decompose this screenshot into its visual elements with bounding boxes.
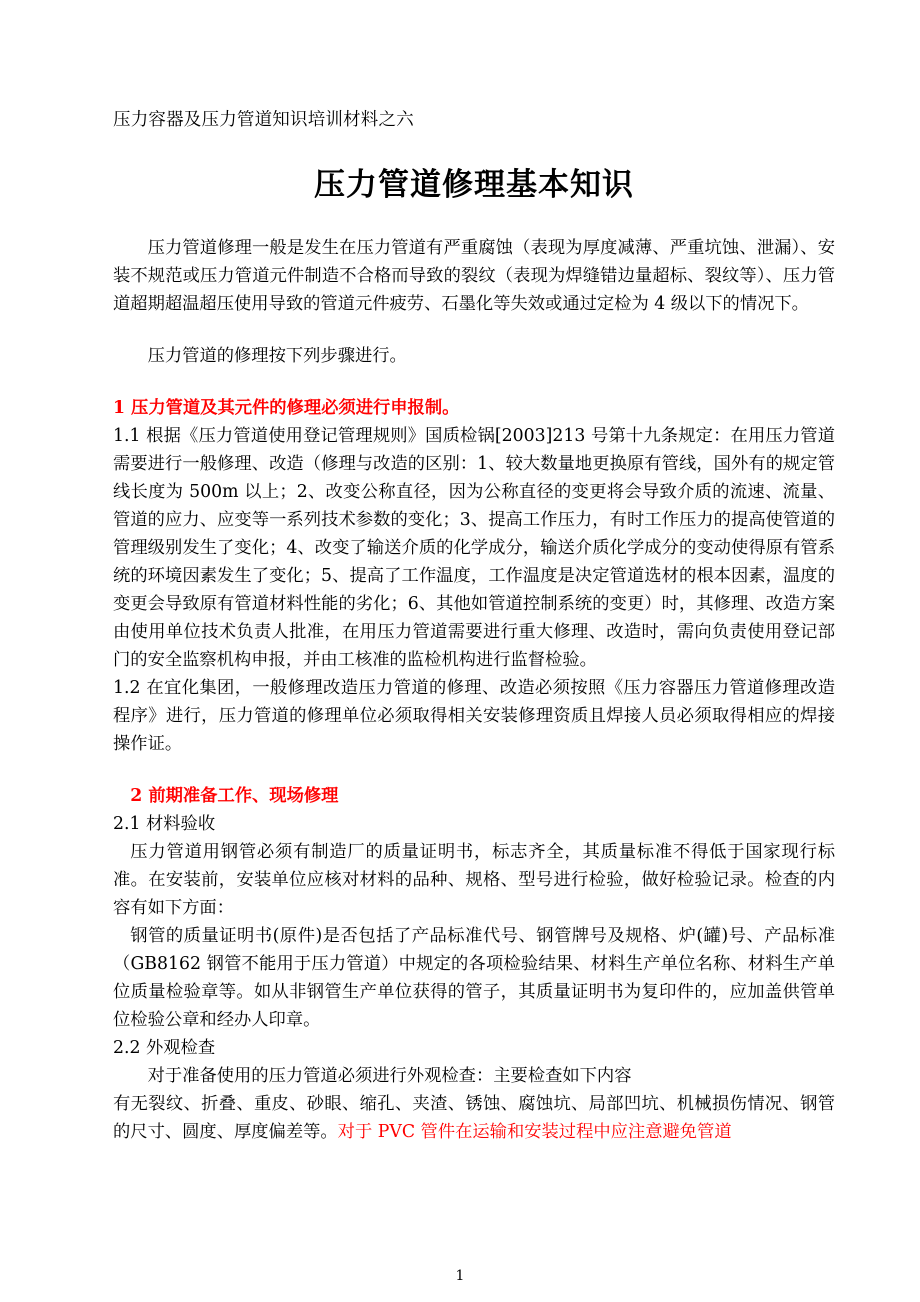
paragraph-2-2-a: 对于准备使用的压力管道必须进行外观检查：主要检查如下内容: [147, 1065, 632, 1086]
paragraph-1-2: 1.2 在宜化集团，一般修理改造压力管道的修理、改造必须按照《压力容器压力管道修理改造程序》进行，压力管道的修理单位必须取得相关安装修理资质且焊接人员必须取得相应的焊接操作证。: [113, 677, 835, 754]
paragraph-2-2-b: [113, 1090, 835, 1146]
intro-paragraph: 压力管道修理一般是发生在压力管道有严重腐蚀（表现为厚度减薄、严重坑蚀、泄漏）、安装不规范或压力管道元件制造不合格而导致的裂纹（表现为焊缝错边量超标、裂纹等）、压力管道超期超温超压使用导致的管道元件疲劳、石墨化等失效或通过定检为 4 级以下的情况下。: [113, 237, 835, 314]
spacer: [113, 370, 835, 394]
paragraph-2-1-a: 压力管道用钢管必须有制造厂的质量证明书，标志齐全，其质量标准不得低于国家现行标准。在安装前，安装单位应核对材料的品种、规格、型号进行检验，做好检验记录。检查的内容有如下方面：: [113, 841, 835, 918]
subsection-2-2-title: 2.2 外观检查: [113, 1037, 216, 1058]
page-title: 压力管道修理基本知识: [314, 166, 634, 203]
section-2-heading: 2 前期准备工作、现场修理: [130, 785, 339, 806]
paragraph-2-2-b-black: 有无裂纹、折叠、重皮、砂眼、缩孔、夹渣、锈蚀、腐蚀坑、局部凹坑、机械损伤情况、钢管的尺寸、圆度、厚度偏差等。: [113, 1093, 835, 1142]
page-number: 1: [455, 1268, 465, 1284]
section-1-heading: 1 压力管道及其元件的修理必须进行申报制。: [113, 397, 460, 418]
spacer: [113, 318, 835, 342]
paragraph-2-1-b: 钢管的质量证明书(原件)是否包括了产品标准代号、钢管牌号及规格、炉(罐)号、产品标准（GB8162 钢管不能用于压力管道）中规定的各项检验结果、材料生产单位名称、材料生产单位质量检验章等。如从非钢管生产单位获得的管子，其质量证明书为复印件的，应加盖供管单位检验公章和经办人印章。: [113, 925, 835, 1030]
paragraph-2-2-b-red: 对于 PVC 管件在运输和安装过程中应注意避免管道: [337, 1121, 732, 1142]
spacer: [113, 758, 835, 782]
subsection-2-1-title: 2.1 材料验收: [113, 813, 216, 834]
document-header-line: 压力容器及压力管道知识培训材料之六: [113, 110, 414, 130]
steps-paragraph: 压力管道的修理按下列步骤进行。: [147, 345, 407, 366]
paragraph-1-1: 1.1 根据《压力管道使用登记管理规则》国质检锅[2003]213 号第十九条规定：在用压力管道需要进行一般修理、改造（修理与改造的区别：1、较大数量地更换原有管线，国外有的规定管线长度为 500m 以上；2、改变公称直径，因为公称直径的变更将会导致介质的流速、流量、管道的应力、应变等一系列技术参数的变化；3、提高工作压力，有时工作压力的提高使管道的管理级别发生了变化；4、改变了输送介质的化学成分，输送介质化学成分的变动使得原有管系统的环境因素发生了变化；5、提高了工作温度，工作温度是决定管道选材的根本因素，温度的变更会导致原有管道材料性能的劣化；6、其他如管道控制系统的变更）时，其修理、改造方案由使用单位技术负责人批准，在用压力管道需要进行重大修理、改造时，需向负责使用登记部门的安全监察机构申报，并由工核准的监检机构进行监督检验。: [113, 425, 835, 670]
